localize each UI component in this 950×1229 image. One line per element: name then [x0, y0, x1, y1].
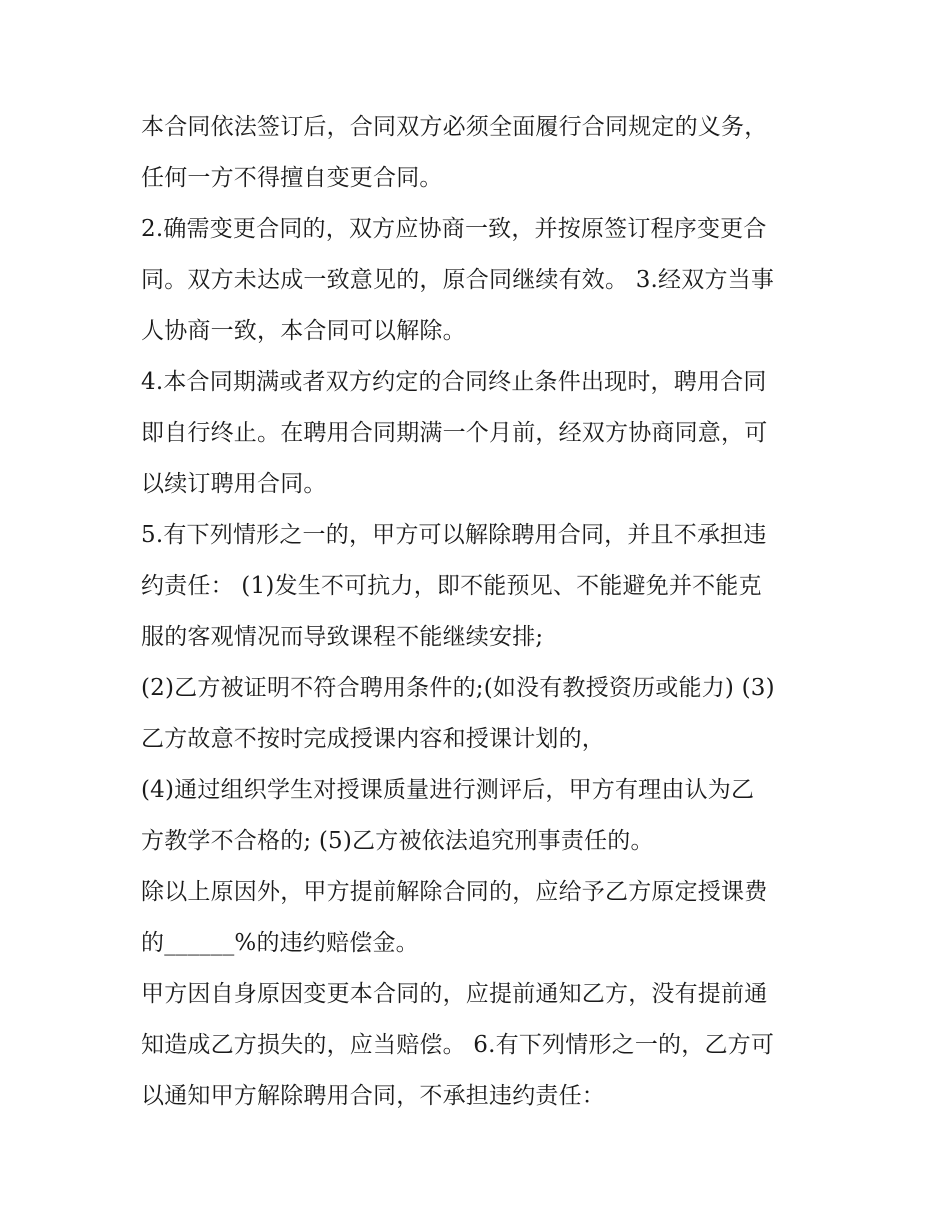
text-line: 2.确需变更合同的，双方应协商一致，并按原签订程序变更合 [141, 216, 767, 242]
text-line: 除以上原因外，甲方提前解除合同的，应给予乙方原定授课费 [141, 879, 768, 905]
text-line: 方教学不合格的; (5)乙方被依法追究刑事责任的。 [141, 828, 654, 854]
text-line: 人协商一致，本合同可以解除。 [141, 318, 466, 344]
text-line: 同。双方未达成一致意见的，原合同继续有效。 3.经双方当事 [141, 267, 775, 293]
text-line: 知造成乙方损失的，应当赔偿。 6.有下列情形之一的，乙方可 [141, 1032, 775, 1058]
text-line: (4)通过组织学生对授课质量进行测评后，甲方有理由认为乙 [141, 777, 755, 803]
text-line: (2)乙方被证明不符合聘用条件的;(如没有教授资历或能力) (3) [141, 675, 775, 701]
text-line: 任何一方不得擅自变更合同。 [141, 165, 443, 191]
text-line: 的______%的违约赔偿金。 [141, 930, 419, 956]
text-line: 以续订聘用合同。 [141, 471, 327, 497]
text-line: 以通知甲方解除聘用合同，不承担违约责任： [141, 1083, 605, 1109]
document-body [141, 102, 821, 1122]
text-line: 服的客观情况而导致课程不能继续安排; [141, 624, 544, 650]
text-line: 本合同依法签订后，合同双方必须全面履行合同规定的义务， [141, 114, 768, 140]
text-line: 甲方因自身原因变更本合同的，应提前通知乙方，没有提前通 [141, 981, 768, 1007]
text-line: 约责任： (1)发生不可抗力，即不能预见、不能避免并不能克 [141, 573, 762, 599]
text-line: 5.有下列情形之一的，甲方可以解除聘用合同，并且不承担违 [141, 522, 767, 548]
text-line: 乙方故意不按时完成授课内容和授课计划的， [141, 726, 605, 752]
text-line: 即自行终止。在聘用合同期满一个月前，经双方协商同意，可 [141, 420, 768, 446]
text-line: 4.本合同期满或者双方约定的合同终止条件出现时，聘用合同 [141, 369, 767, 395]
